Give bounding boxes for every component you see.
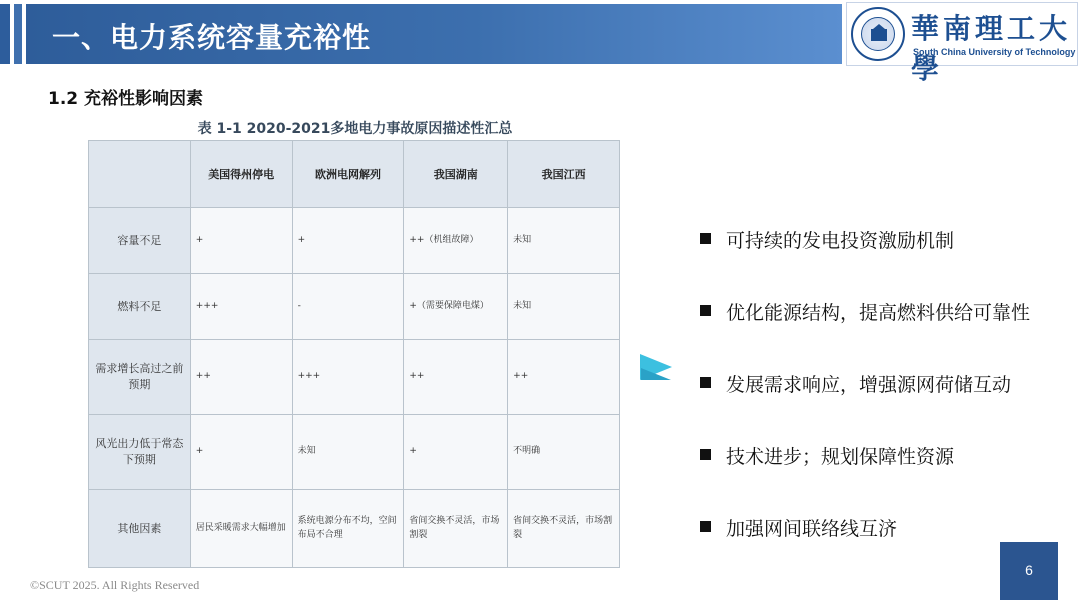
row-factor: 燃料不足 xyxy=(89,274,191,340)
table-cell: + xyxy=(190,208,292,274)
table-cell: + xyxy=(190,415,292,490)
bullet-item xyxy=(700,442,1070,514)
bullet-item xyxy=(700,370,1070,442)
bullet-text: 可持续的发电投资激励机制 xyxy=(726,230,955,252)
table-caption: 表 1-1 2020-2021多地电力事故原因描述性汇总 xyxy=(197,121,513,137)
table-cell: 不明确 xyxy=(508,415,620,490)
play-arrow-icon xyxy=(640,354,672,380)
table-cell: ++（机组故障） xyxy=(404,208,508,274)
row-factor: 风光出力低于常态下预期 xyxy=(89,415,191,490)
table-cell: - xyxy=(292,274,404,340)
table-header-cell: 我国江西 xyxy=(508,141,620,208)
table-row xyxy=(89,340,620,415)
square-bullet-icon xyxy=(700,305,711,316)
table-cell: 未知 xyxy=(508,208,620,274)
table-row xyxy=(89,490,620,568)
table-cell: + xyxy=(292,208,404,274)
table-header-cell: 欧洲电网解列 xyxy=(292,141,404,208)
university-name-en: South China University of Technology xyxy=(913,47,1076,57)
university-seal-icon xyxy=(851,7,905,61)
table-cell: +++ xyxy=(190,274,292,340)
header-accent-bar xyxy=(0,4,10,64)
row-factor: 其他因素 xyxy=(89,490,191,568)
table-cell: ++ xyxy=(190,340,292,415)
square-bullet-icon xyxy=(700,377,711,388)
table-header-cell: 我国湖南 xyxy=(404,141,508,208)
factors-table xyxy=(88,140,620,568)
table-cell: 省间交换不灵活，市场割裂 xyxy=(508,490,620,568)
copyright-text: ©SCUT 2025. All Rights Reserved xyxy=(30,578,200,592)
bullet-text: 技术进步；规划保障性资源 xyxy=(726,446,955,468)
university-logo xyxy=(846,2,1078,85)
table-cell: 居民采暖需求大幅增加 xyxy=(190,490,292,568)
slide-title: 一、电力系统容量充裕性 xyxy=(52,21,372,54)
bullet-list xyxy=(700,226,1070,586)
page-number: 6 xyxy=(1025,562,1033,578)
bullet-text: 发展需求响应，增强源网荷储互动 xyxy=(726,374,1012,396)
table-cell: 未知 xyxy=(508,274,620,340)
table-cell: ++ xyxy=(508,340,620,415)
square-bullet-icon xyxy=(700,449,711,460)
university-name-cn: 華南理工大學 xyxy=(911,12,1072,85)
table-cell: 省间交换不灵活，市场割裂 xyxy=(404,490,508,568)
square-bullet-icon xyxy=(700,233,711,244)
table-cell: 系统电源分布不均，空间布局不合理 xyxy=(292,490,404,568)
table-cell: + xyxy=(404,415,508,490)
table-row xyxy=(89,208,620,274)
table-row xyxy=(89,274,620,340)
page-number-box xyxy=(1000,542,1058,600)
bullet-text: 优化能源结构，提高燃料供给可靠性 xyxy=(726,302,1031,324)
table-header-row xyxy=(89,141,620,208)
table-cell: 未知 xyxy=(292,415,404,490)
row-factor: 容量不足 xyxy=(89,208,191,274)
table-cell: +++ xyxy=(292,340,404,415)
table-cell: ++ xyxy=(404,340,508,415)
header-accent-bar xyxy=(14,4,22,64)
bullet-text: 加强网间联络线互济 xyxy=(726,518,898,540)
bullet-item xyxy=(700,226,1070,298)
bullet-item xyxy=(700,298,1070,370)
square-bullet-icon xyxy=(700,521,711,532)
table-header-cell: 美国得州停电 xyxy=(190,141,292,208)
section-subtitle: 1.2 充裕性影响因素 xyxy=(48,89,204,109)
table-cell: +（需要保障电煤） xyxy=(404,274,508,340)
table-header-cell xyxy=(89,141,191,208)
row-factor: 需求增长高过之前预期 xyxy=(89,340,191,415)
table-row xyxy=(89,415,620,490)
slide-header xyxy=(0,0,1080,85)
